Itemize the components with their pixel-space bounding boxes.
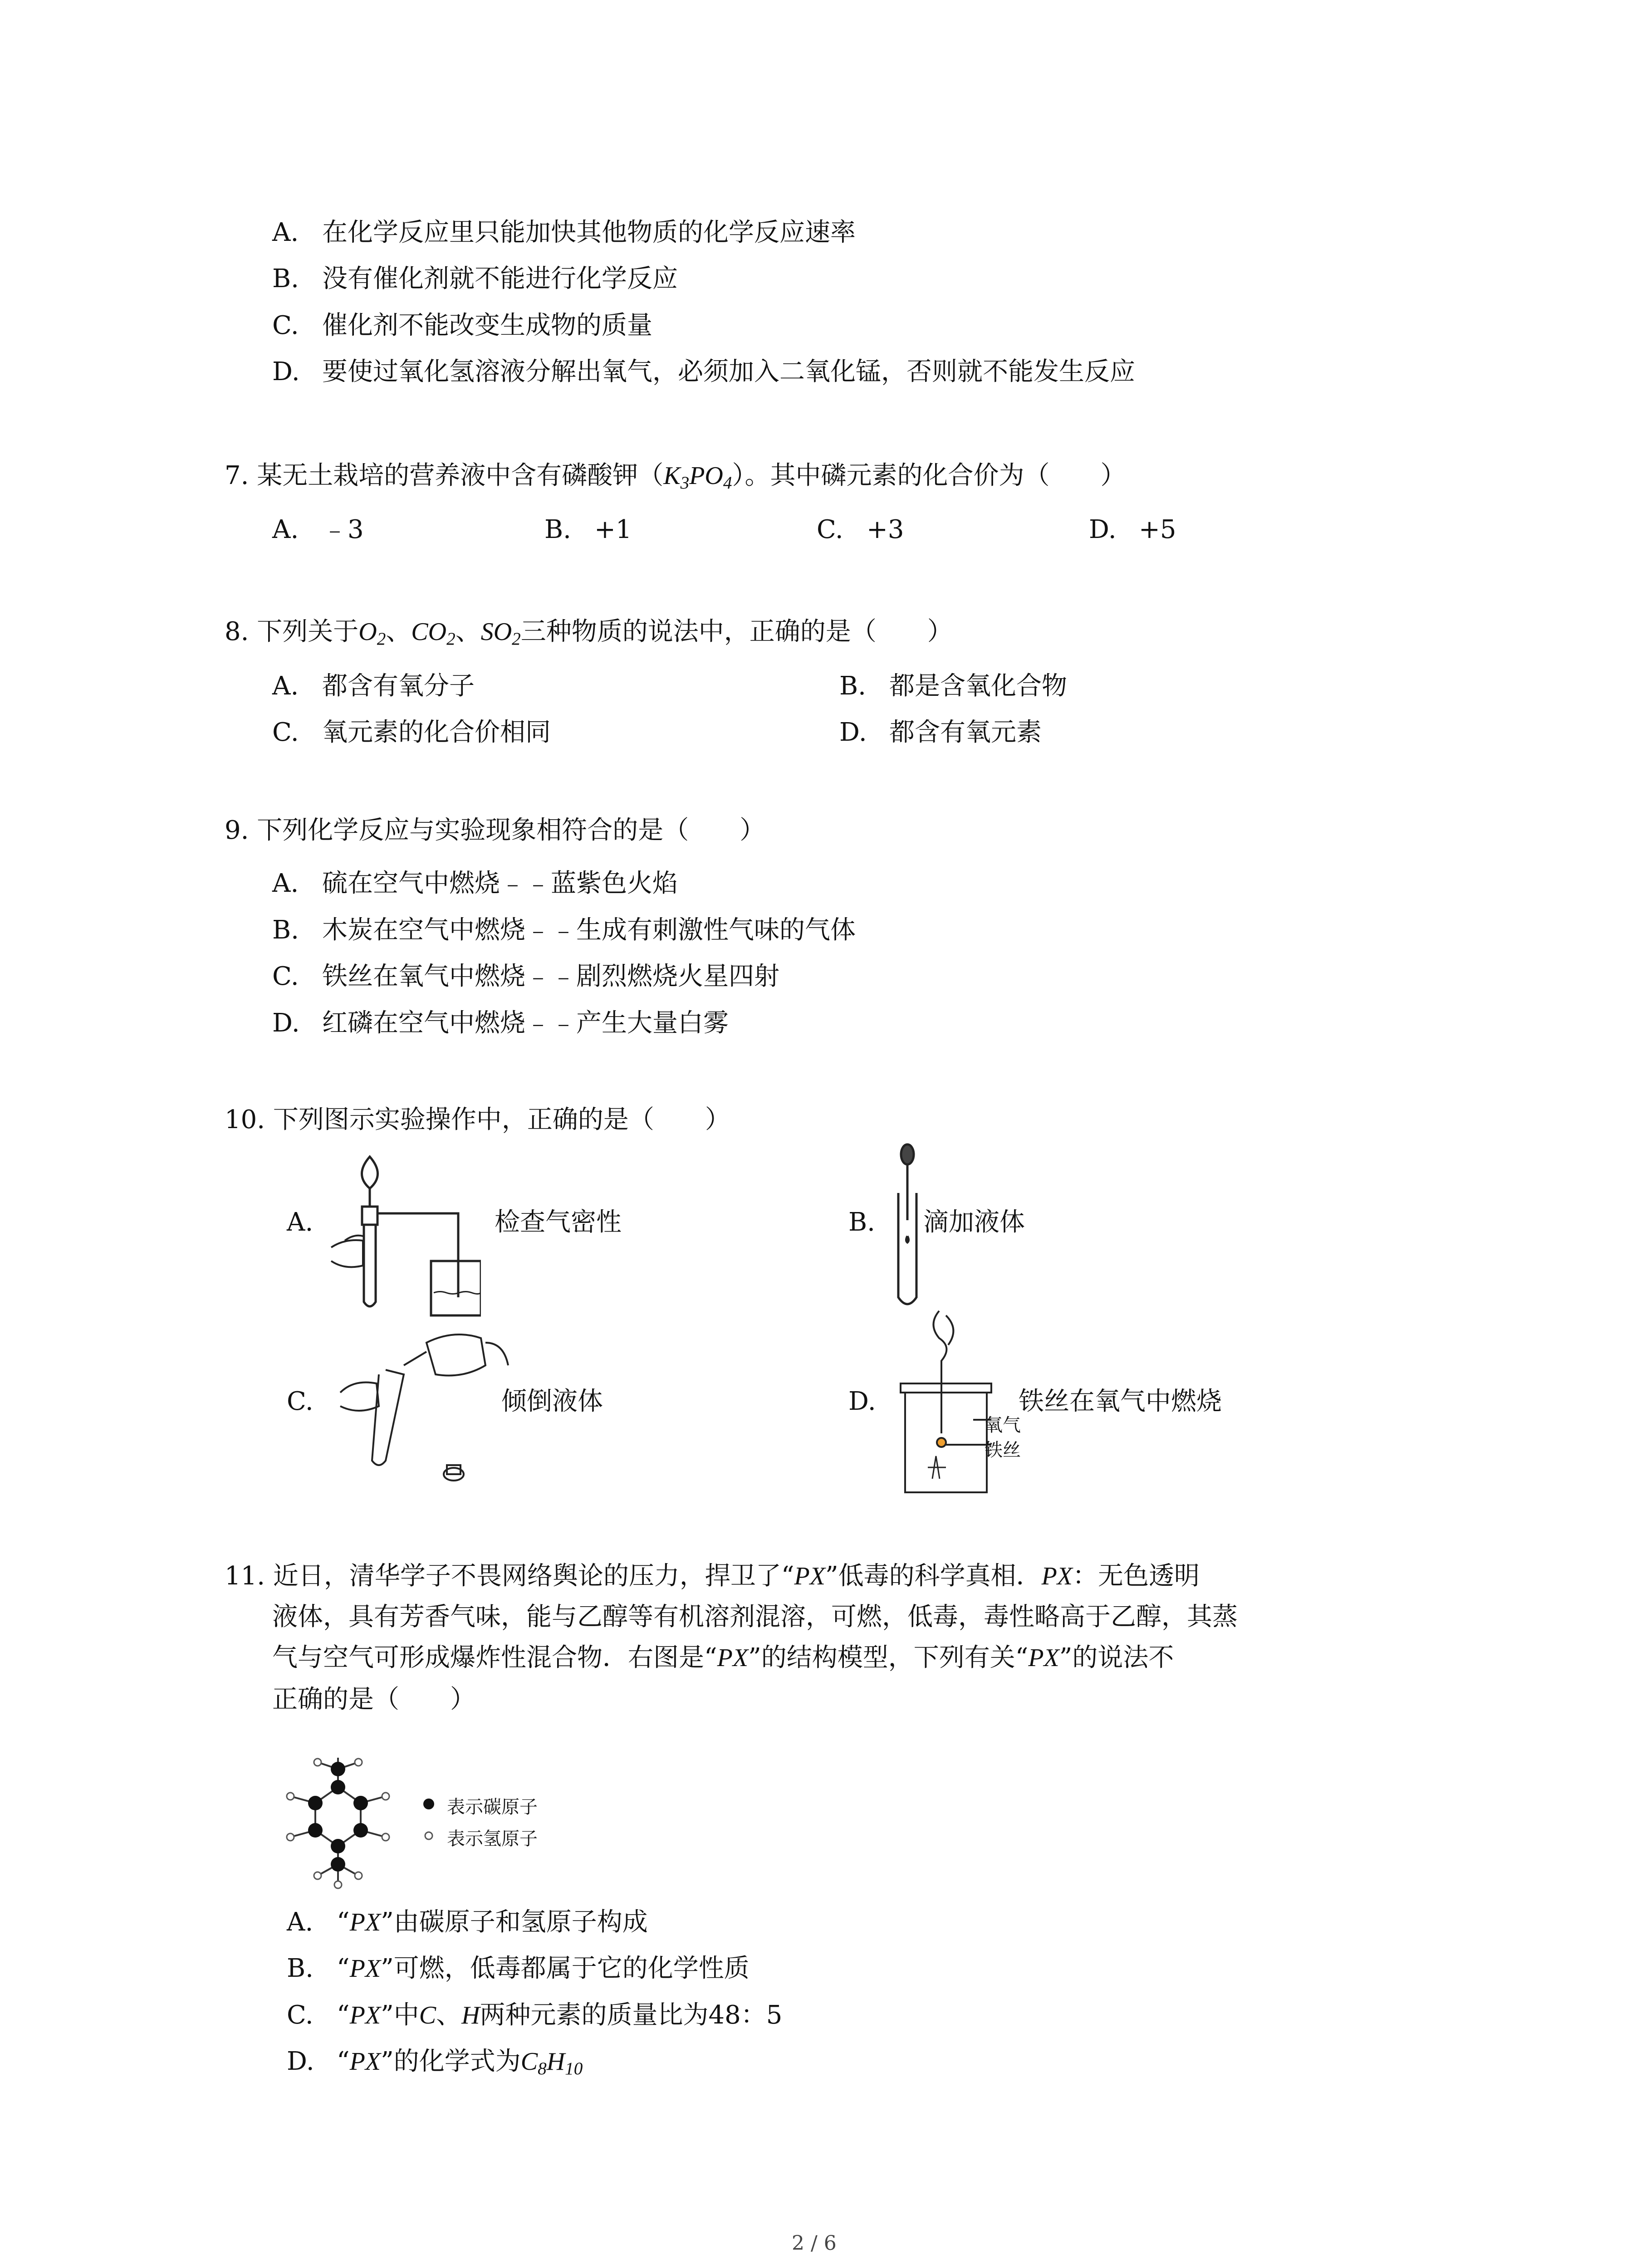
formula-k: K — [663, 462, 681, 490]
q7-option-b — [544, 514, 632, 546]
q6-option-a — [272, 217, 856, 249]
option-letter: C. — [817, 515, 843, 544]
q7-option-a — [272, 514, 364, 546]
formula-sub: 2 — [512, 629, 521, 649]
q11-stem-line-2: 液体，具有芳香气味，能与乙醇等有机溶剂混溶，可燃，低毒，毒性略高于乙醇，其蒸 — [272, 1602, 1238, 1632]
option-text: 催化剂不能改变生成物的质量 — [322, 311, 652, 340]
px-term: PX — [349, 1908, 381, 1936]
formula-sub: 2 — [446, 629, 456, 649]
quote-open: “ — [337, 2047, 350, 2076]
figure-label-iron-wire: 铁丝 — [985, 1440, 1021, 1461]
quote-open: “ — [337, 1954, 350, 1983]
quote-open: “ — [337, 1907, 350, 1937]
question-number: 11. — [225, 1561, 265, 1591]
q10-option-b-letter: B. — [848, 1207, 875, 1237]
q11-stem-line-1 — [225, 1560, 1200, 1592]
q7-stem-text: 某无土栽培的营养液中含有磷酸钾（ — [257, 461, 664, 490]
q10-option-c-caption: 倾倒液体 — [501, 1387, 603, 1416]
formula-sub: 10 — [565, 2058, 583, 2078]
air-tightness-check-figure — [327, 1148, 481, 1320]
option-text: 都含有氧分子 — [322, 671, 475, 701]
formula-co2: CO — [411, 618, 447, 646]
q8-option-c — [272, 717, 551, 748]
option-text: 都是含氧化合物 — [889, 671, 1067, 701]
px-term: PX — [349, 2048, 381, 2076]
px-term: PX — [1041, 1562, 1073, 1590]
element-c: C — [520, 2048, 538, 2076]
option-text: 铁丝在氧气中燃烧﹣﹣剧烈燃烧火星四射 — [322, 962, 779, 991]
option-letter: B. — [544, 515, 571, 544]
formula-sub: 4 — [723, 473, 732, 493]
option-letter: A. — [287, 1907, 314, 1937]
option-letter: A. — [272, 869, 299, 898]
q8-option-a — [272, 670, 475, 702]
option-text: 硫在空气中燃烧﹣﹣蓝紫色火焰 — [322, 869, 678, 898]
px-term: PX — [349, 2001, 381, 2029]
q10-stem-text: 下列图示实验操作中，正确的是（ ） — [273, 1105, 730, 1134]
q6-option-d — [272, 356, 1135, 388]
q9-option-d — [272, 1007, 729, 1039]
q11-text: ”的说法不 — [1059, 1643, 1174, 1672]
q11-text: 近日，清华学子不畏网络舆论的压力，捍卫了“ — [273, 1561, 794, 1591]
page-number: 2 / 6 — [792, 2232, 837, 2255]
q6-option-b — [272, 263, 678, 295]
option-text: 红磷在空气中燃烧﹣﹣产生大量白雾 — [322, 1008, 729, 1038]
option-letter: B. — [839, 671, 866, 701]
option-letter: A. — [272, 218, 299, 247]
dropper-figure — [889, 1143, 926, 1315]
option-text: 没有催化剂就不能进行化学反应 — [322, 264, 678, 293]
q11-option-b — [287, 1953, 749, 1984]
q11-text: ：无色透明 — [1073, 1561, 1200, 1591]
formula-po: PO — [689, 462, 723, 490]
option-letter: C. — [272, 311, 299, 340]
option-text: +3 — [867, 515, 904, 544]
q8-stem-text: 下列关于 — [257, 617, 359, 646]
q10-option-d-letter: D. — [848, 1387, 876, 1416]
question-number: 7. — [225, 461, 249, 490]
option-text: ”由碳原子和氢原子构成 — [381, 1907, 648, 1937]
carbon-legend-icon — [422, 1797, 436, 1811]
option-text: 都含有氧元素 — [889, 718, 1042, 747]
option-text: 木炭在空气中燃烧﹣﹣生成有刺激性气味的气体 — [322, 915, 856, 945]
q11-stem-line-3 — [272, 1642, 1174, 1674]
element-h: H — [546, 2048, 565, 2076]
q7-stem-text-end: ）。其中磷元素的化合价为（ ） — [732, 461, 1126, 490]
formula-o2: O — [358, 618, 377, 646]
q8-stem — [225, 616, 953, 655]
q10-option-a-caption: 检查气密性 — [495, 1207, 622, 1237]
element-h: H — [461, 2001, 480, 2029]
q11-text: 气与空气可形成爆炸性混合物．右图是“ — [272, 1643, 717, 1672]
q8-stem-text-end: 三种物质的说法中，正确的是（ ） — [520, 617, 953, 646]
q7-option-d — [1089, 514, 1176, 546]
q9-option-b — [272, 914, 856, 946]
q11-text: ”的结构模型，下列有关“ — [748, 1643, 1029, 1672]
q10-option-b-caption: 滴加液体 — [923, 1207, 1025, 1237]
option-letter: B. — [272, 264, 299, 293]
option-text: 在化学反应里只能加快其他物质的化学反应速率 — [322, 218, 856, 247]
question-number: 10. — [225, 1105, 265, 1134]
separator: 、 — [386, 617, 411, 646]
option-text: +5 — [1139, 515, 1176, 544]
option-letter: C. — [272, 962, 299, 991]
option-letter: C. — [272, 718, 299, 747]
q6-option-c — [272, 310, 652, 342]
legend-carbon: 表示碳原子 — [447, 1797, 538, 1818]
q8-option-d — [839, 717, 1042, 748]
q9-stem-text: 下列化学反应与实验现象相符合的是（ ） — [257, 816, 765, 845]
q11-option-c — [287, 1999, 782, 2031]
question-number: 9. — [225, 816, 249, 845]
option-text: +1 — [594, 515, 632, 544]
q8-option-b — [839, 670, 1067, 702]
legend-hydrogen: 表示氢原子 — [447, 1828, 538, 1849]
option-letter: B. — [287, 1954, 314, 1983]
q10-stem — [225, 1104, 730, 1136]
px-term: PX — [717, 1644, 749, 1672]
option-letter: D. — [839, 718, 867, 747]
q11-option-d — [287, 2046, 583, 2085]
quote-open: “ — [337, 2000, 350, 2030]
formula-sub: 8 — [538, 2058, 547, 2078]
option-letter: D. — [272, 357, 300, 386]
option-letter: C. — [287, 2000, 314, 2030]
option-text: ﹣3 — [322, 515, 364, 544]
formula-sub: 3 — [680, 473, 690, 493]
pouring-liquid-figure — [336, 1325, 517, 1488]
q11-option-a — [287, 1906, 648, 1938]
question-number: 8. — [225, 617, 249, 646]
option-letter: B. — [272, 915, 299, 945]
option-text: ”可燃，低毒都属于它的化学性质 — [381, 1954, 749, 1983]
option-text: ”的化学式为 — [381, 2047, 521, 2076]
px-term: PX — [1028, 1644, 1059, 1672]
q7-stem — [225, 460, 1126, 499]
option-text: 两种元素的质量比为48：5 — [480, 2000, 783, 2030]
element-c: C — [419, 2001, 436, 2029]
option-letter: D. — [272, 1008, 300, 1038]
q10-option-d-caption: 铁丝在氧气中燃烧 — [1019, 1387, 1222, 1416]
figure-label-oxygen: 氧气 — [985, 1415, 1021, 1436]
q10-option-a-letter: A. — [287, 1207, 314, 1237]
separator: 、 — [455, 617, 481, 646]
option-letter: A. — [272, 671, 299, 701]
iron-wire-burning-figure — [896, 1306, 996, 1497]
px-term: PX — [349, 1955, 381, 1983]
option-text: ”中 — [381, 2000, 419, 2030]
hydrogen-legend-icon — [423, 1830, 434, 1841]
px-molecule-model — [277, 1755, 413, 1892]
formula-so2: SO — [480, 618, 512, 646]
option-letter: D. — [287, 2047, 314, 2076]
px-term: PX — [794, 1562, 825, 1590]
q9-option-c — [272, 961, 779, 992]
option-letter: A. — [272, 515, 299, 544]
q9-option-a — [272, 868, 678, 899]
formula-sub: 2 — [377, 629, 386, 649]
option-text: 氧元素的化合价相同 — [322, 718, 551, 747]
separator: 、 — [436, 2000, 462, 2030]
q11-text: ”低毒的科学真相． — [825, 1561, 1042, 1591]
q7-option-c — [817, 514, 904, 546]
q11-stem-line-4: 正确的是（ ） — [272, 1685, 475, 1714]
q9-stem — [225, 815, 765, 846]
option-text: 要使过氧化氢溶液分解出氧气，必须加入二氧化锰，否则就不能发生反应 — [322, 357, 1135, 386]
q10-option-c-letter: C. — [287, 1387, 314, 1416]
option-letter: D. — [1089, 515, 1117, 544]
